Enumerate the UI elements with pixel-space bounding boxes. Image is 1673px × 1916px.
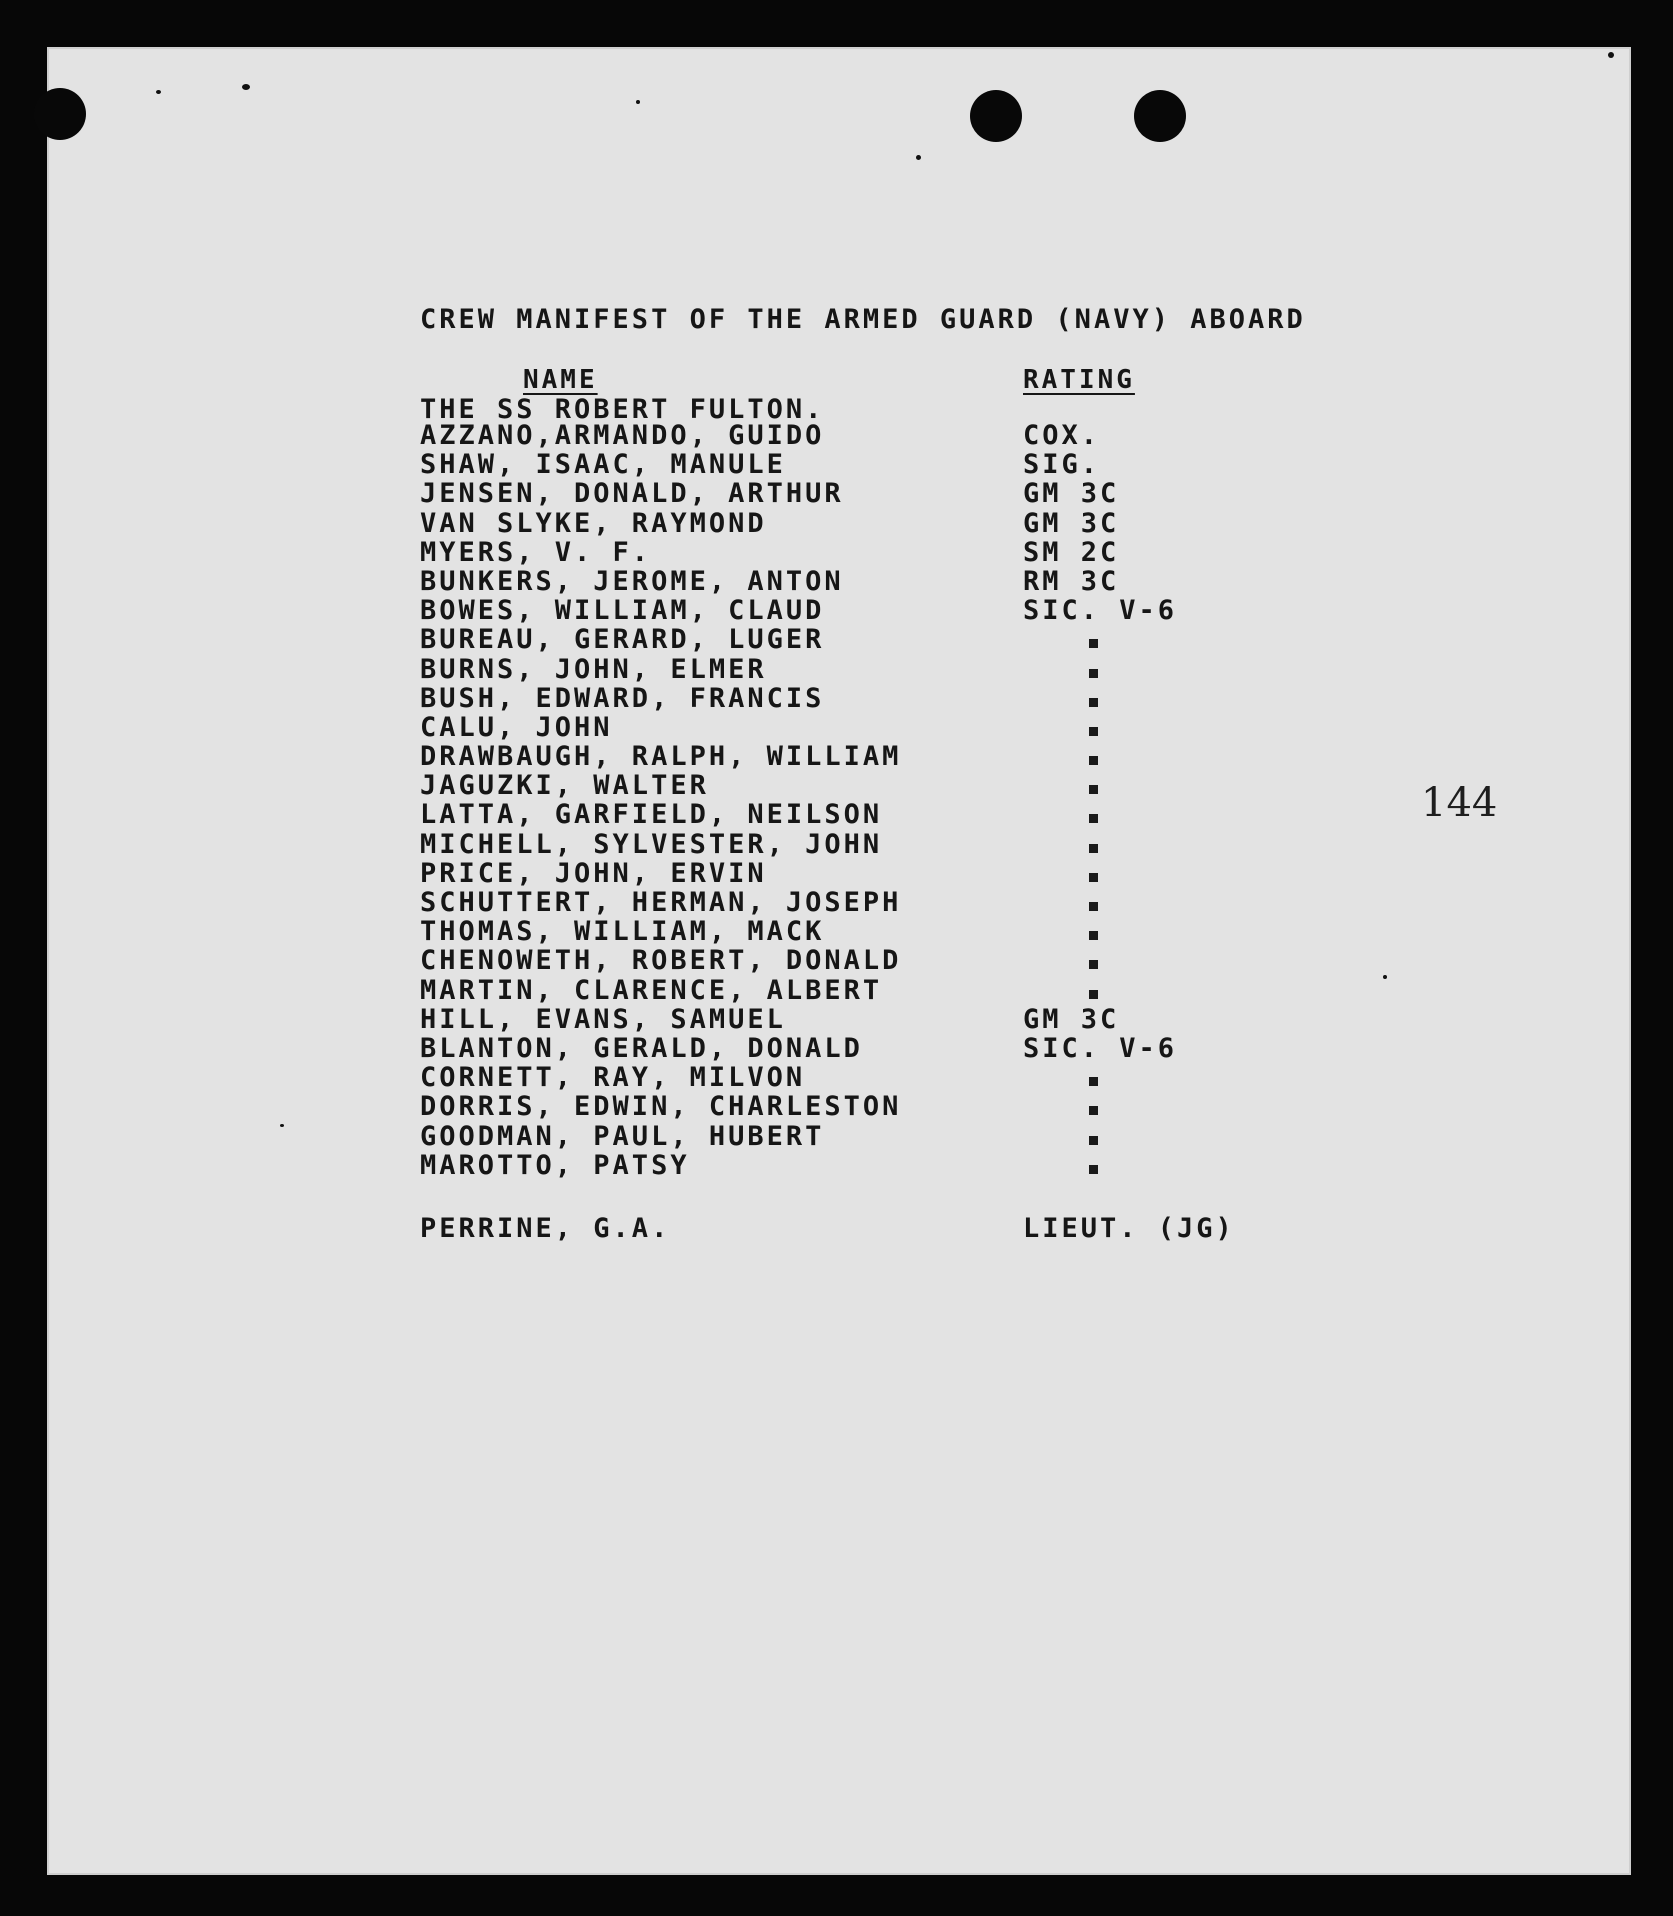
rating-column-header: RATING <box>1023 365 1135 395</box>
name-column-header: NAME <box>523 365 598 395</box>
ditto-mark <box>1023 859 1177 888</box>
crew-name: MAROTTO, PATSY <box>420 1149 690 1181</box>
crew-rating: SIG. <box>1023 449 1101 481</box>
punch-hole <box>34 88 86 140</box>
ditto-mark-glyph <box>1089 639 1098 648</box>
crew-name: GOODMAN, PAUL, HUBERT <box>420 1120 825 1152</box>
page-number: 144 <box>1421 780 1498 826</box>
crew-names-list <box>420 421 901 1180</box>
crew-name: BUREAU, GERARD, LUGER <box>420 624 825 656</box>
crew-name: BLANTON, GERALD, DONALD <box>420 1032 863 1064</box>
crew-name: BUSH, EDWARD, FRANCIS <box>420 682 825 714</box>
crew-name: SHAW, ISAAC, MANULE <box>420 449 786 481</box>
speck <box>1383 975 1387 979</box>
officer-rating: LIEUT. (JG) <box>1023 1213 1235 1244</box>
crew-name: MYERS, V. F. <box>420 536 652 568</box>
crew-name: BUNKERS, JEROME, ANTON <box>420 565 844 597</box>
ditto-mark-glyph <box>1089 1077 1098 1086</box>
ditto-mark <box>1023 1092 1177 1121</box>
crew-name: JAGUZKI, WALTER <box>420 770 709 802</box>
ditto-mark <box>1023 976 1177 1005</box>
speck <box>280 1124 284 1127</box>
crew-name: THOMAS, WILLIAM, MACK <box>420 916 825 948</box>
crew-name: BURNS, JOHN, ELMER <box>420 653 767 685</box>
ditto-mark <box>1023 946 1177 975</box>
ditto-mark <box>1023 888 1177 917</box>
ditto-mark <box>1023 917 1177 946</box>
crew-name: CORNETT, RAY, MILVON <box>420 1062 806 1094</box>
crew-rating: SIC. V-6 <box>1023 1032 1178 1064</box>
ditto-mark <box>1023 771 1177 800</box>
ditto-mark-glyph <box>1089 1106 1098 1115</box>
crew-name: VAN SLYKE, RAYMOND <box>420 507 767 539</box>
ditto-mark-glyph <box>1089 727 1098 736</box>
ditto-mark <box>1023 800 1177 829</box>
speck <box>242 84 250 90</box>
speck <box>156 90 161 94</box>
ditto-mark-glyph <box>1089 1136 1098 1145</box>
ditto-mark-glyph <box>1089 669 1098 678</box>
speck <box>636 100 640 104</box>
crew-name: CALU, JOHN <box>420 711 613 743</box>
crew-ratings-list <box>1023 421 1177 1180</box>
crew-rating: COX. <box>1023 420 1101 451</box>
crew-name: BOWES, WILLIAM, CLAUD <box>420 595 825 627</box>
speck <box>916 155 921 160</box>
crew-name: LATTA, GARFIELD, NEILSON <box>420 799 883 831</box>
crew-name: HILL, EVANS, SAMUEL <box>420 1003 786 1035</box>
paper-sheet <box>47 47 1631 1875</box>
ditto-mark <box>1023 625 1177 654</box>
punch-hole <box>1134 90 1186 142</box>
officer-name: PERRINE, G.A. <box>420 1213 671 1244</box>
crew-rating: GM 3C <box>1023 507 1120 539</box>
ditto-mark-glyph <box>1089 844 1098 853</box>
crew-rating: RM 3C <box>1023 565 1120 597</box>
ditto-mark-glyph <box>1089 756 1098 765</box>
ditto-mark-glyph <box>1089 902 1098 911</box>
ditto-mark-glyph <box>1089 814 1098 823</box>
crew-rating: GM 3C <box>1023 478 1120 510</box>
speck <box>1608 52 1614 58</box>
ditto-mark <box>1023 684 1177 713</box>
ditto-mark-glyph <box>1089 990 1098 999</box>
ditto-mark <box>1023 1151 1177 1180</box>
crew-rating: GM 3C <box>1023 1003 1120 1035</box>
ditto-mark <box>1023 830 1177 859</box>
heading-line-1: CREW MANIFEST OF THE ARMED GUARD (NAVY) ABOARD <box>420 304 1306 335</box>
crew-name: MARTIN, CLARENCE, ALBERT <box>420 974 883 1006</box>
ditto-mark-glyph <box>1089 960 1098 969</box>
ditto-mark-glyph <box>1089 698 1098 707</box>
crew-name: PRICE, JOHN, ERVIN <box>420 857 767 889</box>
ditto-mark-glyph <box>1089 785 1098 794</box>
crew-rating: SIC. V-6 <box>1023 595 1178 627</box>
ditto-mark-glyph <box>1089 931 1098 940</box>
crew-name: CHENOWETH, ROBERT, DONALD <box>420 945 902 977</box>
ditto-mark-glyph <box>1089 1165 1098 1174</box>
crew-rating: SM 2C <box>1023 536 1120 568</box>
heading-line-2: THE SS ROBERT FULTON. <box>420 394 825 425</box>
ditto-mark <box>1023 655 1177 684</box>
ditto-mark <box>1023 1122 1177 1151</box>
crew-name: MICHELL, SYLVESTER, JOHN <box>420 828 883 860</box>
ditto-mark-glyph <box>1089 873 1098 882</box>
punch-hole <box>970 90 1022 142</box>
crew-name: SCHUTTERT, HERMAN, JOSEPH <box>420 887 902 918</box>
crew-name: JENSEN, DONALD, ARTHUR <box>420 478 844 510</box>
crew-name: AZZANO,ARMANDO, GUIDO <box>420 420 825 451</box>
crew-name: DRAWBAUGH, RALPH, WILLIAM <box>420 741 902 773</box>
crew-name: DORRIS, EDWIN, CHARLESTON <box>420 1091 902 1123</box>
ditto-mark <box>1023 713 1177 742</box>
ditto-mark <box>1023 742 1177 771</box>
ditto-mark <box>1023 1063 1177 1092</box>
